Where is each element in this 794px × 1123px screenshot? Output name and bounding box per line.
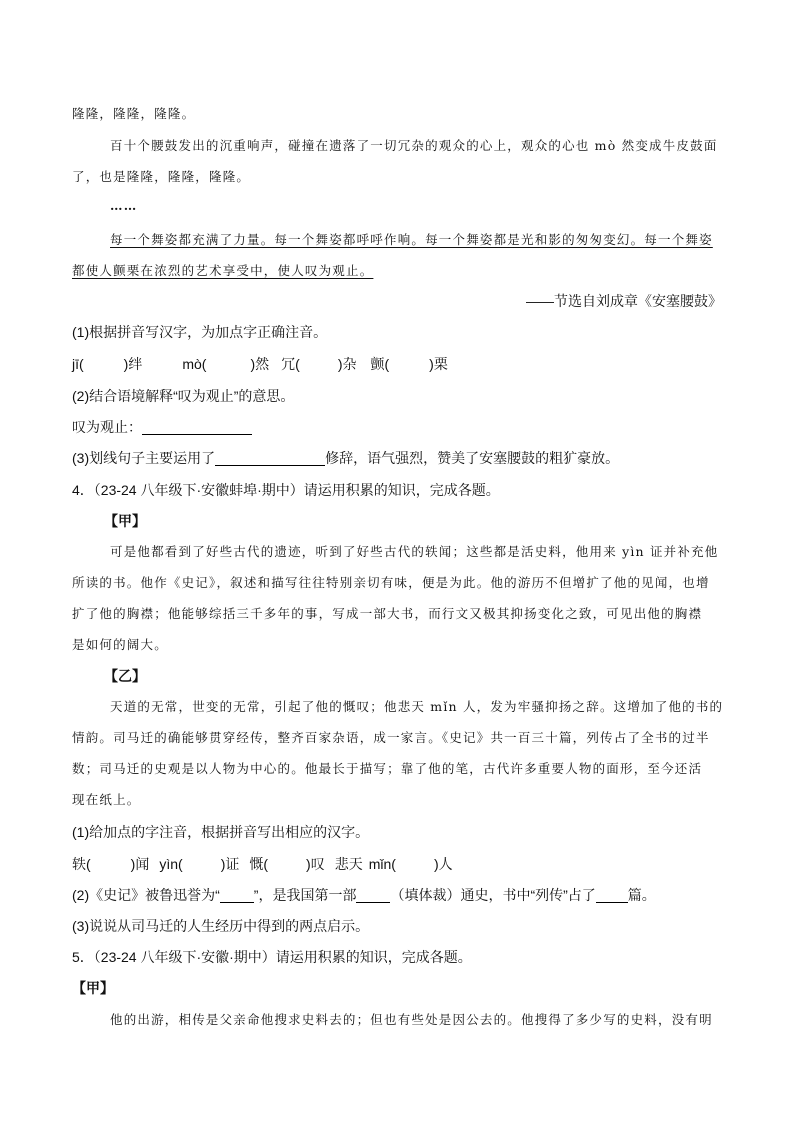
pinyin-item: 悲天 bbox=[334, 856, 363, 872]
pinyin-item: )栗 bbox=[429, 356, 448, 372]
question-3-2: (2)结合语境解释“叹为观止”的意思。 bbox=[72, 388, 295, 404]
ellipsis: …… bbox=[110, 198, 138, 213]
underlined-sentence: 每一个舞姿都充满了力量。每一个舞姿都呼呼作响。每一个舞姿都是光和影的匆匆变幻。每一个舞姿 bbox=[110, 232, 713, 247]
passage-line: 扩了他的胸襟；他能够综括三千多年的事，写成一部大书，而行文又极其抑扬变化之致，可见出他的胸襟 bbox=[72, 606, 703, 621]
question-5-header: 5．（23-24 八年级下·安徽·期中）请运用积累的知识，完成各题。 bbox=[72, 949, 472, 965]
answer-blank[interactable] bbox=[596, 888, 628, 903]
pinyin-row bbox=[72, 354, 448, 374]
question-text: 篇。 bbox=[627, 887, 656, 903]
passage-line: 是如何的阔大。 bbox=[72, 637, 168, 652]
question-text: 修辞，语气强烈，赞美了安塞腰鼓的粗犷豪放。 bbox=[325, 450, 620, 466]
pinyin-item: )杂 bbox=[337, 356, 357, 372]
passage-line: 了，也是隆隆，隆隆，隆隆。 bbox=[72, 169, 251, 184]
question-text: (2)《史记》被鲁迅誉为“ bbox=[72, 887, 220, 903]
section-label-jia: 【甲】 bbox=[104, 513, 146, 529]
passage-line: 数；司马迁的史观是以人物为中心的。他最长于描写；靠了他的笔，古代许多重要人物的面形，至今还活 bbox=[72, 761, 703, 776]
answer-label: 叹为观止： bbox=[72, 419, 142, 435]
question-3-1: (1)根据拼音写汉字，为加点字正确注音。 bbox=[72, 324, 328, 340]
pinyin-item: mǐn( bbox=[368, 856, 396, 872]
pinyin-item: 颤( bbox=[370, 356, 390, 372]
section-label-jia: 【甲】 bbox=[72, 980, 114, 996]
pinyin-item: )人 bbox=[433, 856, 453, 872]
underlined-sentence: 都使人颤栗在浓烈的艺术享受中，使人叹为观止。 bbox=[72, 263, 374, 278]
question-4-header: 4．（23-24 八年级下·安徽蚌埠·期中）请运用积累的知识，完成各题。 bbox=[72, 482, 500, 498]
passage-line: 现在纸上。 bbox=[72, 792, 141, 807]
pinyin-item: 冗( bbox=[281, 356, 300, 372]
answer-blank[interactable] bbox=[142, 420, 252, 435]
answer-row bbox=[72, 417, 252, 437]
question-4-3: (3)说说从司马迁的人生经历中得到的两点启示。 bbox=[72, 918, 370, 934]
question-text: （填体裁）通史，书中“列传”占了 bbox=[390, 887, 596, 903]
section-label-yi: 【乙】 bbox=[104, 668, 146, 684]
pinyin-item: 慨( bbox=[249, 856, 269, 872]
answer-blank[interactable] bbox=[220, 888, 254, 903]
pinyin-item: )闻 bbox=[130, 856, 150, 872]
question-4-1: (1)给加点的字注音，根据拼音写出相应的汉字。 bbox=[72, 824, 370, 840]
pinyin-item: 轶( bbox=[72, 856, 91, 872]
passage-line: 隆隆，隆隆，隆隆。 bbox=[72, 106, 196, 121]
pinyin-item: )绊 bbox=[123, 356, 143, 372]
answer-blank[interactable] bbox=[215, 451, 325, 466]
passage-line: 天道的无常，世变的无常，引起了他的慨叹；他悲天 mǐn 人，发为牢骚抑扬之辞。这增加了他的书的 bbox=[110, 699, 724, 714]
source-citation: ——节选自刘成章《安塞腰鼓》 bbox=[526, 293, 722, 309]
pinyin-item: yìn( bbox=[159, 856, 183, 872]
pinyin-item: mò( bbox=[182, 356, 207, 372]
passage-line: 百十个腰鼓发出的沉重响声，碰撞在遗落了一切冗杂的观众的心上，观众的心也 mò 然变成牛皮鼓面 bbox=[110, 138, 718, 153]
question-text: ”，是我国第一部 bbox=[253, 887, 357, 903]
pinyin-item: )证 bbox=[220, 856, 240, 872]
pinyin-row bbox=[72, 854, 453, 874]
question-4-2 bbox=[72, 885, 656, 905]
question-3-3 bbox=[72, 448, 619, 468]
passage-line: 可是他都看到了好些古代的遗迹，听到了好些古代的轶闻；这些都是活史料，他用来 yìn 证并补充他 bbox=[110, 544, 719, 559]
pinyin-item: )叹 bbox=[306, 856, 325, 872]
passage-line: 所读的书。他作《史记》，叙述和描写往往特别亲切有味，便是为此。他的游历不但增扩了他的见闻，也增 bbox=[72, 575, 710, 590]
passage-line: 情韵。司马迁的确能够贯穿经传，整齐百家杂语，成一家言。《史记》共一百三十篇，列传占了全书的过半 bbox=[72, 730, 710, 745]
answer-blank[interactable] bbox=[356, 888, 390, 903]
pinyin-item: jī( bbox=[72, 356, 84, 372]
passage-line: 他的出游，相传是父亲命他搜求史料去的；但也有些处是因公去的。他搜得了多少写的史料，没有明 bbox=[110, 1012, 713, 1027]
question-text: (3)划线句子主要运用了 bbox=[72, 450, 216, 466]
pinyin-item: )然 bbox=[250, 356, 270, 372]
